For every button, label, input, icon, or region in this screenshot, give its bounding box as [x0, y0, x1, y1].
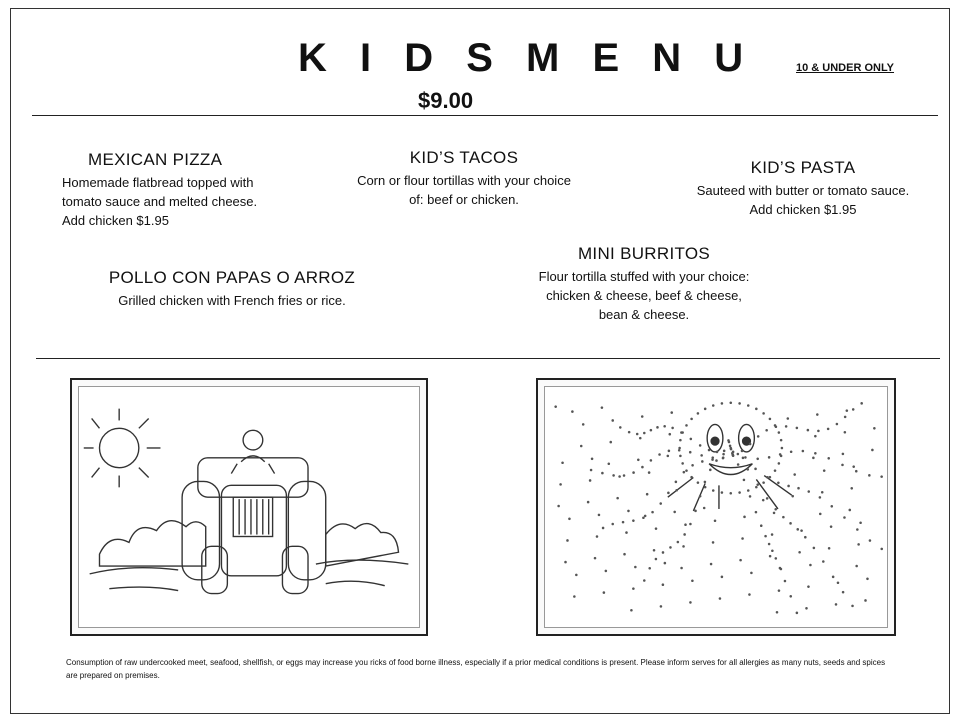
puzzle-dot [855, 565, 858, 568]
puzzle-dot [658, 453, 661, 456]
puzzle-dot [729, 492, 732, 495]
puzzle-dot [765, 429, 768, 432]
puzzle-dot [852, 408, 855, 411]
puzzle-dot [623, 474, 626, 477]
puzzle-dot [880, 548, 883, 551]
puzzle-dot [590, 469, 593, 472]
puzzle-dot [677, 541, 680, 544]
puzzle-dot [721, 402, 724, 405]
puzzle-dot [566, 539, 569, 542]
puzzle-dot [704, 481, 707, 484]
puzzle-dot [648, 567, 651, 570]
puzzle-dot [857, 543, 860, 546]
tractor-coloring-picture [70, 378, 428, 636]
puzzle-dot [762, 499, 765, 502]
item-description: Sauteed with butter or tomato sauce. Add chicken $1.95 [696, 183, 910, 217]
puzzle-dot [727, 439, 730, 442]
puzzle-dot [730, 448, 733, 451]
puzzle-dot [796, 427, 799, 430]
puzzle-dot [738, 491, 741, 494]
puzzle-dot [775, 557, 778, 560]
menu-item-kids-pasta [696, 158, 910, 219]
puzzle-dot [663, 425, 666, 428]
puzzle-dot [573, 595, 576, 598]
puzzle-dot [619, 426, 622, 429]
puzzle-dot [757, 435, 760, 438]
menu-item-kids-tacos [356, 148, 572, 209]
puzzle-dot [616, 497, 619, 500]
puzzle-dot [784, 580, 787, 583]
puzzle-dot [723, 450, 726, 453]
sun-dot-to-dot-icon [544, 386, 888, 628]
puzzle-dot [842, 453, 845, 456]
dot-to-dot-picture [536, 378, 896, 636]
puzzle-dot [685, 424, 688, 427]
puzzle-dot [748, 593, 751, 596]
puzzle-dot [812, 457, 815, 460]
top-divider [32, 115, 938, 116]
puzzle-dot [852, 465, 855, 468]
puzzle-dot [643, 432, 646, 435]
puzzle-dot [575, 574, 578, 577]
puzzle-dot [690, 476, 693, 479]
puzzle-dot [596, 535, 599, 538]
puzzle-dot [697, 481, 700, 484]
item-name: POLLO CON PAPAS O ARROZ [108, 268, 356, 287]
puzzle-dot [646, 493, 649, 496]
puzzle-dot [843, 516, 846, 519]
puzzle-dot [873, 427, 876, 430]
puzzle-dot [628, 431, 631, 434]
menu-item-pollo-con-papas [96, 268, 368, 310]
puzzle-dot [689, 451, 692, 454]
puzzle-dot [768, 456, 771, 459]
puzzle-dot [814, 452, 817, 455]
puzzle-dot [749, 443, 752, 446]
puzzle-dot [814, 435, 817, 438]
puzzle-dot [823, 469, 826, 472]
puzzle-dot [787, 417, 790, 420]
puzzle-dot [689, 601, 692, 604]
puzzle-dot [844, 431, 847, 434]
puzzle-dot [554, 405, 557, 408]
puzzle-dot [836, 423, 839, 426]
puzzle-dot [571, 410, 574, 413]
puzzle-dot [766, 476, 769, 479]
puzzle-dot [671, 427, 674, 430]
puzzle-dot [675, 489, 678, 492]
item-description: Corn or flour tortillas with your choice of: beef or chicken. [357, 173, 571, 207]
puzzle-dot [743, 516, 746, 519]
puzzle-dot [559, 483, 562, 486]
item-description: Homemade flatbread topped with tomato sauce and melted cheese. Add chicken $1.95 [62, 175, 258, 228]
puzzle-dot [682, 545, 685, 548]
puzzle-dot [591, 458, 594, 461]
puzzle-dot [737, 463, 740, 466]
menu-title: K I D S M E N U [298, 36, 755, 80]
puzzle-dot [796, 528, 799, 531]
puzzle-dot [712, 541, 715, 544]
puzzle-dot [791, 495, 794, 498]
puzzle-dot [608, 462, 611, 465]
puzzle-dot [701, 460, 704, 463]
puzzle-dot [689, 523, 692, 526]
puzzle-dot [850, 487, 853, 490]
puzzle-dot [778, 462, 781, 465]
puzzle-dot [699, 444, 702, 447]
puzzle-dot [755, 486, 758, 489]
puzzle-dot [864, 599, 867, 602]
puzzle-dot [660, 605, 663, 608]
puzzle-dot [769, 418, 772, 421]
puzzle-dot [764, 535, 767, 538]
puzzle-dot [685, 469, 688, 472]
puzzle-dot [703, 507, 706, 510]
puzzle-dot [746, 468, 749, 471]
item-description: Flour tortilla stuffed with your choice: chicken & cheese, beef & cheese, bean & cheese. [538, 269, 750, 322]
puzzle-dot [769, 555, 772, 558]
puzzle-dot [793, 473, 796, 476]
puzzle-dot [662, 583, 665, 586]
puzzle-dot [691, 464, 694, 467]
puzzle-dot [738, 402, 741, 405]
puzzle-dot [690, 438, 693, 441]
puzzle-dot [827, 428, 830, 431]
puzzle-dot [819, 513, 822, 516]
puzzle-dot [755, 408, 758, 411]
puzzle-dot [630, 609, 633, 612]
puzzle-dot [749, 495, 752, 498]
puzzle-dot [694, 510, 697, 513]
puzzle-dot [844, 416, 847, 419]
puzzle-dot [842, 591, 845, 594]
puzzle-dot [712, 489, 715, 492]
puzzle-dot [655, 558, 658, 561]
puzzle-dot [722, 457, 725, 460]
puzzle-dot [603, 591, 606, 594]
puzzle-dot [602, 527, 605, 530]
puzzle-dot [643, 579, 646, 582]
puzzle-dot [754, 468, 757, 471]
puzzle-dot [731, 452, 734, 455]
puzzle-dot [611, 523, 614, 526]
puzzle-dot [719, 597, 722, 600]
puzzle-dot [807, 585, 810, 588]
puzzle-dot [641, 466, 644, 469]
puzzle-dot [743, 479, 746, 482]
puzzle-dot [798, 551, 801, 554]
puzzle-dot [656, 426, 659, 429]
puzzle-dot [796, 612, 799, 615]
puzzle-dot [856, 528, 859, 531]
puzzle-dot [675, 481, 678, 484]
puzzle-dot [741, 450, 744, 453]
puzzle-dot [851, 605, 854, 608]
item-description: Grilled chicken with French fries or rice. [118, 293, 346, 308]
puzzle-dot [594, 557, 597, 560]
puzzle-dot [715, 459, 718, 462]
puzzle-dot [773, 512, 776, 515]
puzzle-dot [827, 457, 830, 460]
puzzle-dot [830, 505, 833, 508]
puzzle-dot [612, 474, 615, 477]
puzzle-dot [650, 429, 653, 432]
puzzle-dot [690, 418, 693, 421]
puzzle-dot [722, 453, 725, 456]
puzzle-dot [780, 568, 783, 571]
puzzle-dot [866, 578, 869, 581]
puzzle-dot [587, 501, 590, 504]
puzzle-dot [871, 449, 874, 452]
puzzle-dot [762, 481, 765, 484]
puzzle-dot [679, 455, 682, 458]
puzzle-dot [712, 404, 715, 407]
puzzle-dot [785, 425, 788, 428]
puzzle-dot [704, 486, 707, 489]
puzzle-dot [678, 449, 681, 452]
puzzle-dot [835, 603, 838, 606]
puzzle-dot [557, 505, 560, 508]
puzzle-dot [609, 441, 612, 444]
puzzle-dot [739, 559, 742, 562]
puzzle-dot [780, 439, 783, 442]
puzzle-dot [637, 459, 640, 462]
puzzle-dot [787, 485, 790, 488]
puzzle-dot [859, 521, 862, 524]
puzzle-dot [747, 489, 750, 492]
puzzle-dot [789, 522, 792, 525]
puzzle-dot [650, 459, 653, 462]
puzzle-dot [732, 454, 735, 457]
puzzle-dot [880, 475, 883, 478]
puzzle-dot [721, 491, 724, 494]
puzzle-dot [668, 433, 671, 436]
puzzle-dot [807, 490, 810, 493]
puzzle-dot [802, 450, 805, 453]
puzzle-dot [774, 508, 777, 511]
food-safety-disclaimer: Consumption of raw undercooked meet, seafood, shellfish, or eggs may increase you ricks of food borne illness, especially if a prior medical conditions is present. Please inform serves for all allergies as many nuts, seeds and spices are prepared on premises. [66, 658, 886, 680]
puzzle-dot [655, 527, 658, 530]
puzzle-dot [644, 515, 647, 518]
puzzle-dot [708, 449, 711, 452]
puzzle-dot [678, 447, 681, 450]
puzzle-dot [846, 409, 849, 412]
puzzle-dot [642, 516, 645, 519]
puzzle-dot [622, 521, 625, 524]
item-name: KID’S PASTA [750, 158, 856, 177]
puzzle-dot [561, 461, 564, 464]
puzzle-dot [741, 537, 744, 540]
puzzle-dot [807, 429, 810, 432]
puzzle-dot [680, 567, 683, 570]
puzzle-dot [641, 415, 644, 418]
puzzle-dot [709, 469, 712, 472]
puzzle-dot [618, 475, 621, 478]
puzzle-dot [737, 453, 740, 456]
puzzle-dot [710, 563, 713, 566]
puzzle-dot [648, 471, 651, 474]
puzzle-dot [762, 412, 765, 415]
puzzle-dot [683, 533, 686, 536]
puzzle-dot [673, 511, 676, 514]
puzzle-dot [623, 553, 626, 556]
puzzle-dot [691, 579, 694, 582]
age-restriction-note: 10 & UNDER ONLY [796, 62, 895, 74]
puzzle-dot [776, 611, 779, 614]
puzzle-dot [680, 431, 683, 434]
puzzle-dot [760, 524, 763, 527]
puzzle-dot [774, 469, 777, 472]
puzzle-dot [742, 457, 745, 460]
puzzle-dot [601, 406, 604, 409]
puzzle-dot [782, 516, 785, 519]
puzzle-dot [729, 445, 732, 448]
menu-item-mini-burritos [530, 244, 758, 324]
puzzle-dot [598, 514, 601, 517]
puzzle-dot [817, 430, 820, 433]
puzzle-dot [750, 572, 753, 575]
puzzle-dot [775, 425, 778, 428]
item-name: KID’S TACOS [409, 148, 519, 167]
tractor-coloring-icon [78, 386, 420, 628]
puzzle-dot [828, 547, 831, 550]
puzzle-dot [568, 518, 571, 521]
puzzle-dot [605, 570, 608, 573]
middle-divider [36, 358, 940, 359]
puzzle-dot [627, 510, 630, 513]
puzzle-dot [832, 576, 835, 579]
puzzle-dot [830, 525, 833, 528]
puzzle-dot [766, 497, 769, 500]
puzzle-dot [768, 543, 771, 546]
puzzle-dot [669, 546, 672, 549]
puzzle-dot [721, 576, 724, 579]
puzzle-dot [664, 562, 667, 565]
puzzle-dot [582, 423, 585, 426]
puzzle-dot [771, 533, 774, 536]
puzzle-dot [855, 470, 858, 473]
puzzle-dot [860, 402, 863, 405]
puzzle-dot [716, 451, 719, 454]
puzzle-dot [564, 561, 567, 564]
puzzle-dot [778, 431, 781, 434]
puzzle-dot [819, 496, 822, 499]
puzzle-dot [653, 549, 656, 552]
puzzle-dot [747, 404, 750, 407]
puzzle-dot [755, 511, 758, 514]
puzzle-dot [805, 607, 808, 610]
item-name: MEXICAN PIZZA [88, 150, 223, 169]
puzzle-dot [668, 450, 671, 453]
puzzle-dot [769, 476, 772, 479]
puzzle-dot [589, 479, 592, 482]
puzzle-dot [704, 408, 707, 411]
puzzle-dot [813, 547, 816, 550]
puzzle-dot [777, 482, 780, 485]
puzzle-dot [778, 589, 781, 592]
puzzle-dot [816, 413, 819, 416]
puzzle-dot [789, 595, 792, 598]
puzzle-dot [667, 492, 670, 495]
puzzle-dot [699, 495, 702, 498]
puzzle-dot [800, 529, 803, 532]
puzzle-dot [790, 450, 793, 453]
puzzle-dot [625, 531, 628, 534]
puzzle-dot [662, 551, 665, 554]
puzzle-dot [683, 471, 686, 474]
puzzle-dot [679, 439, 682, 442]
puzzle-dot [804, 536, 807, 539]
puzzle-dot [771, 549, 774, 552]
puzzle-dot [700, 454, 703, 457]
puzzle-dot [636, 433, 639, 436]
puzzle-dot [697, 412, 700, 415]
puzzle-dot [756, 458, 759, 461]
puzzle-dot [659, 502, 662, 505]
puzzle-dot [797, 487, 800, 490]
puzzle-dot [667, 455, 670, 458]
puzzle-dot [601, 472, 604, 475]
puzzle-dot [848, 509, 851, 512]
puzzle-dot [684, 523, 687, 526]
puzzle-dot [632, 519, 635, 522]
puzzle-dot [729, 401, 732, 404]
puzzle-dot [714, 519, 717, 522]
puzzle-dot [809, 564, 812, 567]
item-name: MINI BURRITOS [577, 244, 711, 263]
puzzle-dot [822, 560, 825, 563]
puzzle-dot [779, 453, 782, 456]
puzzle-dot [580, 445, 583, 448]
puzzle-dot [639, 437, 642, 440]
puzzle-dot [711, 458, 714, 461]
menu-item-mexican-pizza [62, 150, 272, 230]
puzzle-dot [868, 474, 871, 477]
puzzle-dot [821, 491, 824, 494]
puzzle-dot [681, 462, 684, 465]
puzzle-dot [651, 511, 654, 514]
puzzle-dot [744, 456, 747, 459]
puzzle-dot [632, 471, 635, 474]
puzzle-dot [670, 411, 673, 414]
menu-price: $9.00 [418, 88, 474, 113]
puzzle-dot [611, 419, 614, 422]
puzzle-dot [756, 483, 759, 486]
puzzle-dot [869, 539, 872, 542]
puzzle-dot [781, 447, 784, 450]
puzzle-dot [634, 566, 637, 569]
puzzle-dot [632, 587, 635, 590]
puzzle-dot [837, 581, 840, 584]
puzzle-dot [841, 464, 844, 467]
